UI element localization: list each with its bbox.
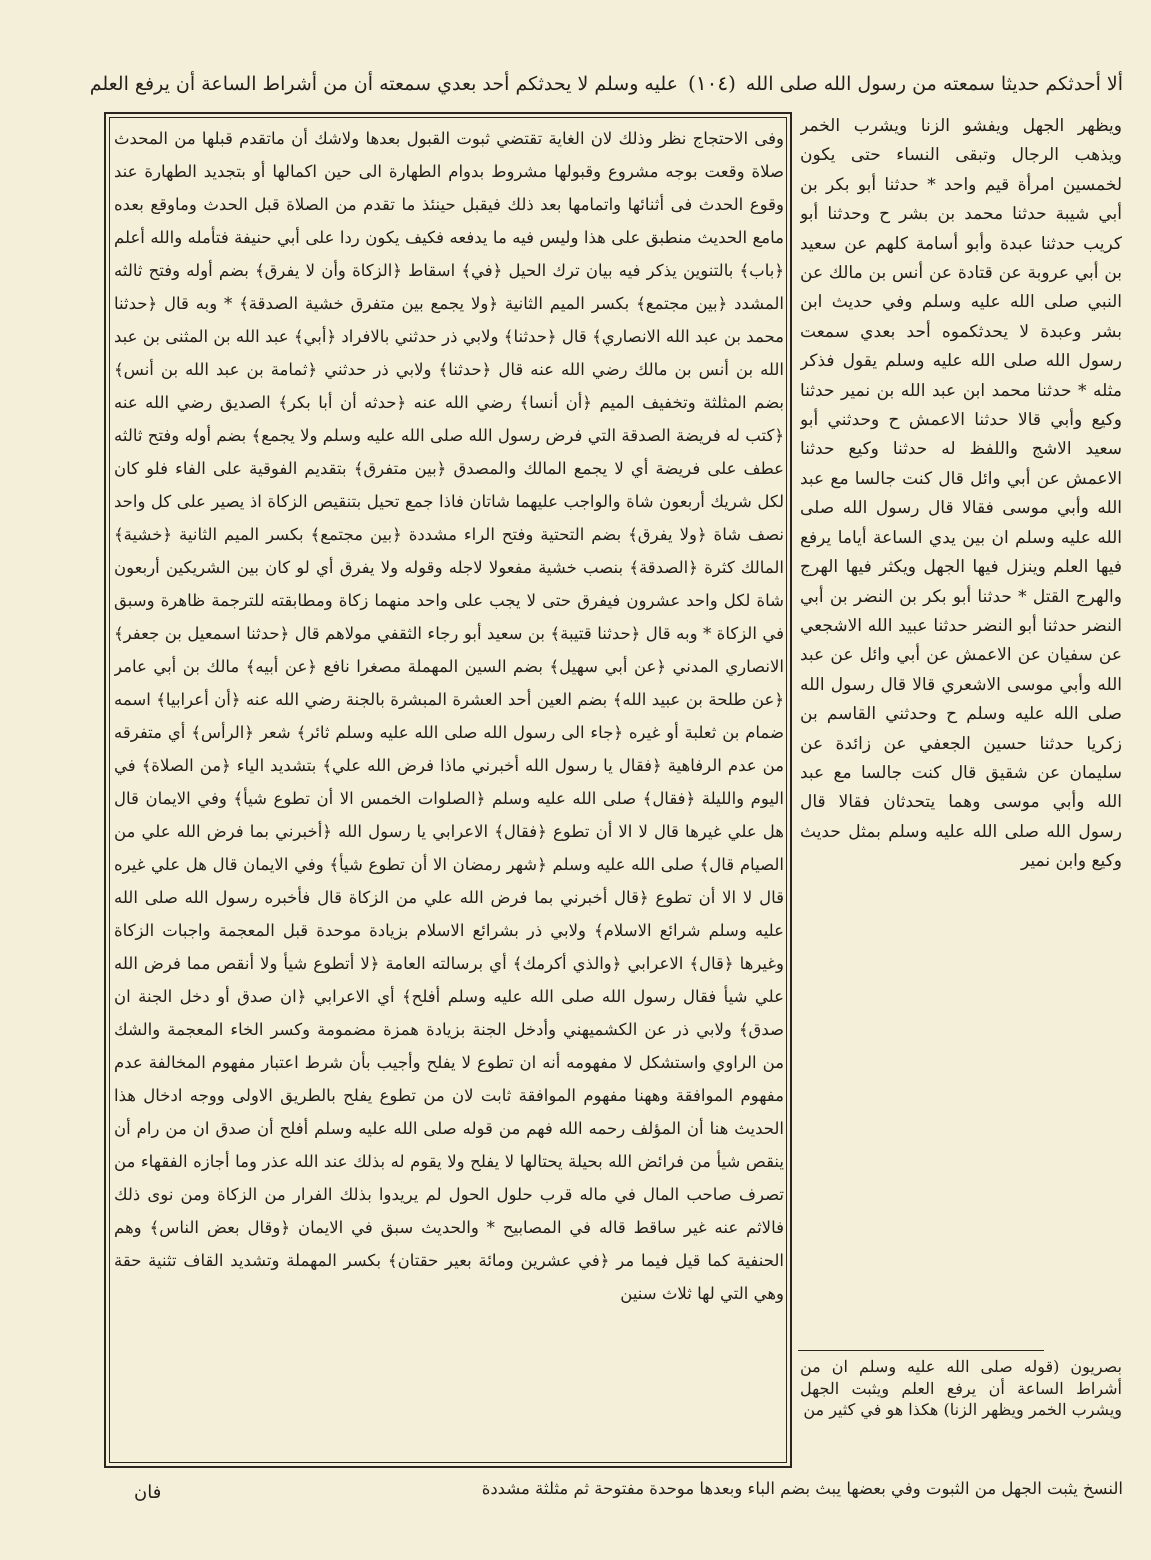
hadith-column — [800, 112, 1122, 1348]
header-text-start: ألا أحدثكم حديثا سمعته من رسول الله صلى الله — [745, 73, 1123, 95]
footnote-continuation-line: النسخ يثبت الجهل من الثبوت وفي بعضها يبث بضم الباء وبعدها موحدة مفتوحة ثم مثلثة مشددة — [481, 1479, 1123, 1498]
page-number: (١٠٤) — [688, 71, 736, 95]
header-text-end: عليه وسلم لا يحدثكم أحد بعدي سمعته أن من أشراط الساعة أن يرفع العلم — [89, 73, 678, 95]
footnote-text: بصريون (قوله صلى الله عليه وسلم ان من أشراط الساعة أن يرفع العلم ويثبت الجهل ويشرب الخمر ويظهر الزنا) هكذا هو في كثير من — [800, 1357, 1122, 1419]
commentary-column — [114, 122, 784, 1460]
catchword: فان — [134, 1482, 162, 1503]
page-header-line — [60, 66, 1123, 100]
footnote-block — [800, 1356, 1122, 1464]
hadith-text: ويظهر الجهل ويفشو الزنا ويشرب الخمر ويذهب الرجال وتبقى النساء حتى يكون لخمسين امرأة قيم واحد * حدثنا أبو بكر بن أبي شيبة حدثنا محمد بن بشر ح وحدثنا أبو كريب حدثنا عبدة وأبو أسامة كلهم عن سعيد بن أبي عروبة عن قتادة عن أنس بن مالك عن النبي صلى الله عليه وسلم وفي حديث ابن بشر وعبدة لا يحدثكموه أحد بعدي سمعت رسول الله صلى الله عليه وسلم يقول فذكر مثله * حدثنا محمد ابن عبد الله بن نمير حدثنا وكيع وأبي قالا حدثنا الاعمش ح وحدثني أبو سعيد الاشج واللفظ له حدثنا وكيع حدثنا الاعمش عن أبي وائل قال كنت جالسا مع عبد الله وأبي موسى فقالا قال رسول الله صلى الله عليه وسلم ان بين يدي الساعة أياما يرفع فيها العلم وينزل فيها الجهل ويكثر فيها الهرج والهرج القتل * حدثنا أبو بكر بن النضر بن أبي النضر حدثنا أبو النضر حدثنا عبيد الله الاشجعي عن سفيان عن الاعمش عن أبي وائل عن عبد الله وأبي موسى الاشعري قالا قال رسول الله صلى الله عليه وسلم ح وحدثني القاسم بن زكريا حدثنا حسين الجعفي عن زائدة عن سليمان عن شقيق قال كنت جالسا مع عبد الله وأبي موسى وهما يتحدثان فقالا قال رسول الله صلى الله عليه وسلم بمثل حديث وكيع وابن نمير — [800, 116, 1122, 872]
footnote-separator — [798, 1350, 1044, 1351]
commentary-text: وفى الاحتجاج نظر وذلك لان الغاية تقتضي ثبوت القبول بعدها ولاشك أن ماتقدم قبلها من المحدث صلاة وقعت بوجه مشروع وقبولها مشروط بدوام الطهارة الى حين اكمالها أو بتجديد الطهارة عند وقوع الحدث فى أثنائها واتمامها بعد ذلك فيقبل حينئذ ما تقدم من الصلاة قبل الحدث وماوقع بعده مامع الحديث منطبق على هذا وليس فيه ما يدفعه فكيف يكون ردا على أبي حنيفة فتأمله والله أعلم ﴿باب﴾ بالتنوين يذكر فيه بيان ترك الحيل ﴿في﴾ اسقاط ﴿الزكاة وأن لا يفرق﴾ بضم أوله وفتح ثالثه المشدد ﴿بين مجتمع﴾ بكسر الميم الثانية ﴿ولا يجمع بين متفرق خشية الصدقة﴾ * وبه قال ﴿حدثنا محمد بن عبد الله الانصاري﴾ قال ﴿حدثنا﴾ ولابي ذر حدثني بالافراد ﴿أبي﴾ عبد الله بن المثنى بن عبد الله بن أنس بن مالك رضي الله عنه قال ﴿حدثنا﴾ ولابي ذر حدثني ﴿ثمامة بن عبد الله بن أنس﴾ بضم المثلثة وتخفيف الميم ﴿أن أنسا﴾ رضي الله عنه ﴿حدثه أن أبا بكر﴾ الصديق رضي الله عنه ﴿كتب له فريضة الصدقة التي فرض رسول الله صلى الله عليه وسلم ولا يجمع﴾ بضم أوله وفتح ثالثه عطف على فريضة أي لا يجمع المالك والمصدق ﴿بين متفرق﴾ بتقديم الفوقية على الفاء فلو كان لكل شريك أربعون شاة والواجب عليهما شاتان فاذا جمع تحيل بتنقيص الزكاة اذ يصير على كل واحد نصف شاة ﴿ولا يفرق﴾ بضم التحتية وفتح الراء مشددة ﴿بين مجتمع﴾ بكسر الميم الثانية ﴿خشية﴾ المالك كثرة ﴿الصدقة﴾ بنصب خشية مفعولا لاجله وقوله ولا يفرق أي لو كان بين الشريكين أربعون شاة لكل واحد عشرون فيفرق حتى لا يجب على واحد منهما زكاة ومطابقته للترجمة ظاهرة وسبق في الزكاة * وبه قال ﴿حدثنا قتيبة﴾ بن سعيد أبو رجاء الثقفي مولاهم قال ﴿حدثنا اسمعيل بن جعفر﴾ الانصاري المدني ﴿عن أبي سهيل﴾ بضم السين المهملة مصغرا نافع ﴿عن أبيه﴾ مالك بن أبي عامر ﴿عن طلحة بن عبيد الله﴾ بضم العين أحد العشرة المبشرة بالجنة رضي الله عنه ﴿أن أعرابيا﴾ اسمه ضمام بن ثعلبة أو غيره ﴿جاء الى رسول الله صلى الله عليه وسلم ثائر﴾ شعر ﴿الرأس﴾ أي متفرقه من عدم الرفاهية ﴿فقال يا رسول الله أخبرني ماذا فرض الله علي﴾ بتشديد الياء ﴿من الصلاة﴾ في اليوم والليلة ﴿فقال﴾ صلى الله عليه وسلم ﴿الصلوات الخمس الا أن تطوع شيأ﴾ وفي الايمان قال هل علي غيرها قال لا الا أن تطوع ﴿فقال﴾ الاعرابي يا رسول الله ﴿أخبرني بما فرض الله علي من الصيام قال﴾ صلى الله عليه وسلم ﴿شهر رمضان الا أن تطوع شيأ﴾ وفي الايمان قال هل علي غيره قال لا الا أن تطوع ﴿قال أخبرني بما فرض الله علي من الزكاة قال فأخبره رسول الله صلى الله عليه وسلم شرائع الاسلام﴾ ولابي ذر بشرائع الاسلام بزيادة موحدة قبل المعجمة واجبات الزكاة وغيرها ﴿قال﴾ الاعرابي ﴿والذي أكرمك﴾ أي برسالته العامة ﴿لا أتطوع شيأ ولا أنقص مما فرض الله علي شيأ فقال رسول الله صلى الله عليه وسلم أفلح﴾ أي الاعرابي ﴿ان صدق أو دخل الجنة ان صدق﴾ ولابي ذر عن الكشميهني وأدخل الجنة بزيادة همزة مضمومة وكسر الخاء المعجمة والشك من الراوي واستشكل لا مفهومه أنه ان تطوع لا يفلح وأجيب بأن شرط اعتبار مفهوم المخالفة عدم مفهوم الموافقة وههنا مفهوم الموافقة ثابت لان من تطوع يفلح بالطريق الاولى ووجه ادخال هذا الحديث هنا أن المؤلف رحمه الله فهم من قوله صلى الله عليه وسلم أفلح أن صدق ان من رام أن ينقص شيأ من فرائض الله بحيلة يحتالها لا يفلح ولا يقوم له بذلك عند الله عذر وما أجازه الفقهاء من تصرف صاحب المال في ماله قرب حلول الحول لم يريدوا بذلك الفرار من الزكاة ومن نوى ذلك فالاثم عنه غير ساقط قاله في المصابيح * والحديث سبق في الايمان ﴿وقال بعض الناس﴾ وهم الحنفية كما قيل فيما مر ﴿في عشرين ومائة بعير حقتان﴾ بكسر المهملة وتشديد القاف تثنية حقة وهي التي لها ثلاث سنين — [114, 129, 784, 1303]
